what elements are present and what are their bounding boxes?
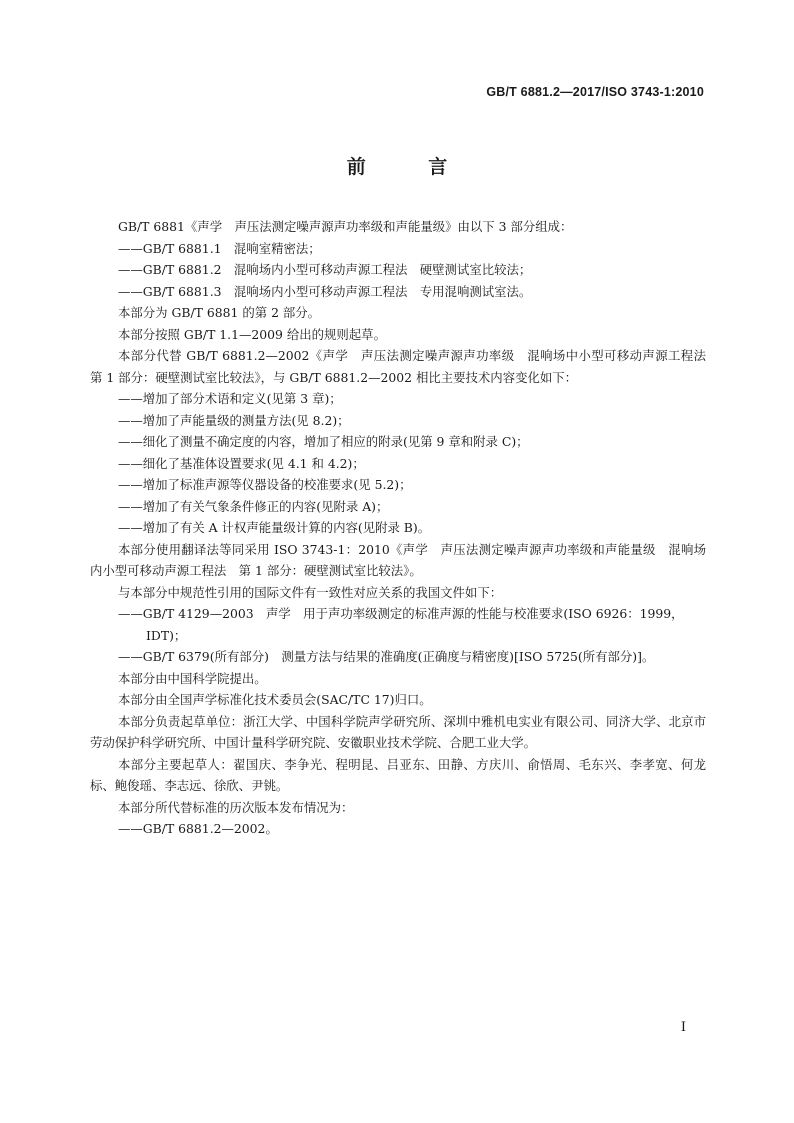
list-item: ——增加了标准声源等仪器设备的校准要求(见 5.2)；: [118, 477, 412, 492]
list-item: ——增加了声能量级的测量方法(见 8.2)；: [118, 412, 350, 428]
page-number: I: [680, 1020, 686, 1035]
paragraph: 与本部分中规范性引用的国际文件有一致性对应关系的我国文件如下：: [118, 584, 503, 600]
paragraph: 本部分由中国科学院提出。: [118, 670, 267, 686]
list-item: ——细化了测量不确定度的内容，增加了相应的附录(见第 9 章和附录 C)；: [118, 434, 529, 449]
paragraph: 本部分负责起草单位：浙江大学、中国科学院声学研究所、深圳中雅机电实业有限公司、同济大学、北京市劳动保护科学研究所、中国计量科学研究院、安徽职业技术学院、合肥工业大学。: [90, 713, 706, 750]
list-item: ——GB/T 4129—2003 声学 用于声功率级测定的标准声源的性能与校准要求(ISO 6926：1999，IDT)；: [118, 606, 684, 643]
paragraph: 本部分主要起草人：翟国庆、李争光、程明昆、吕亚东、田静、方庆川、俞悟周、毛东兴、李孝宽、何龙标、鲍俊瑶、李志远、徐欣、尹铫。: [90, 756, 706, 793]
list-item: ——GB/T 6379(所有部分) 测量方法与结果的准确度(正确度与精密度)[ISO 5725(所有部分)]。: [118, 649, 655, 664]
list-item: ——细化了基准体设置要求(见 4.1 和 4.2)；: [118, 455, 365, 471]
list-item: ——GB/T 6881.2—2002。: [118, 821, 278, 836]
paragraph: 本部分使用翻译法等同采用 ISO 3743-1：2010《声学 声压法测定噪声源声功率级和声能量级 混响场内小型可移动声源工程法 第 1 部分：硬壁测试室比较法》。: [90, 541, 706, 578]
paragraph: 本部分为 GB/T 6881 的第 2 部分。: [118, 305, 321, 320]
paragraph: 本部分按照 GB/T 1.1—2009 给出的规则起草。: [118, 326, 386, 342]
foreword-body: [90, 216, 719, 840]
document-code: GB/T 6881.2—2017/ISO 3743-1:2010: [486, 85, 704, 99]
list-item: ——增加了有关 A 计权声能量级计算的内容(见附录 B)。: [118, 520, 431, 535]
paragraph: 本部分所代替标准的历次版本发布情况为：: [118, 799, 354, 815]
list-item: ——GB/T 6881.3 混响场内小型可移动声源工程法 专用混响测试室法。: [118, 283, 532, 299]
paragraph: 本部分代替 GB/T 6881.2—2002《声学 声压法测定噪声源声功率级 混响场中小型可移动声源工程法 第 1 部分：硬壁测试室比较法》，与 GB/T 6881.2—2002 相比主要技术内容变化如下：: [90, 348, 719, 385]
list-item: ——GB/T 6881.1 混响室精密法；: [118, 240, 321, 256]
paragraph: GB/T 6881《声学 声压法测定噪声源声功率级和声能量级》由以下 3 部分组成：: [118, 219, 573, 234]
paragraph: 本部分由全国声学标准化技术委员会(SAC/TC 17)归口。: [118, 692, 432, 707]
list-item: ——GB/T 6881.2 混响场内小型可移动声源工程法 硬壁测试室比较法；: [118, 262, 532, 277]
list-item: ——增加了部分术语和定义(见第 3 章)；: [118, 391, 342, 406]
page-title: 前 言: [346, 156, 476, 178]
list-item: ——增加了有关气象条件修正的内容(见附录 A)；: [118, 498, 389, 514]
